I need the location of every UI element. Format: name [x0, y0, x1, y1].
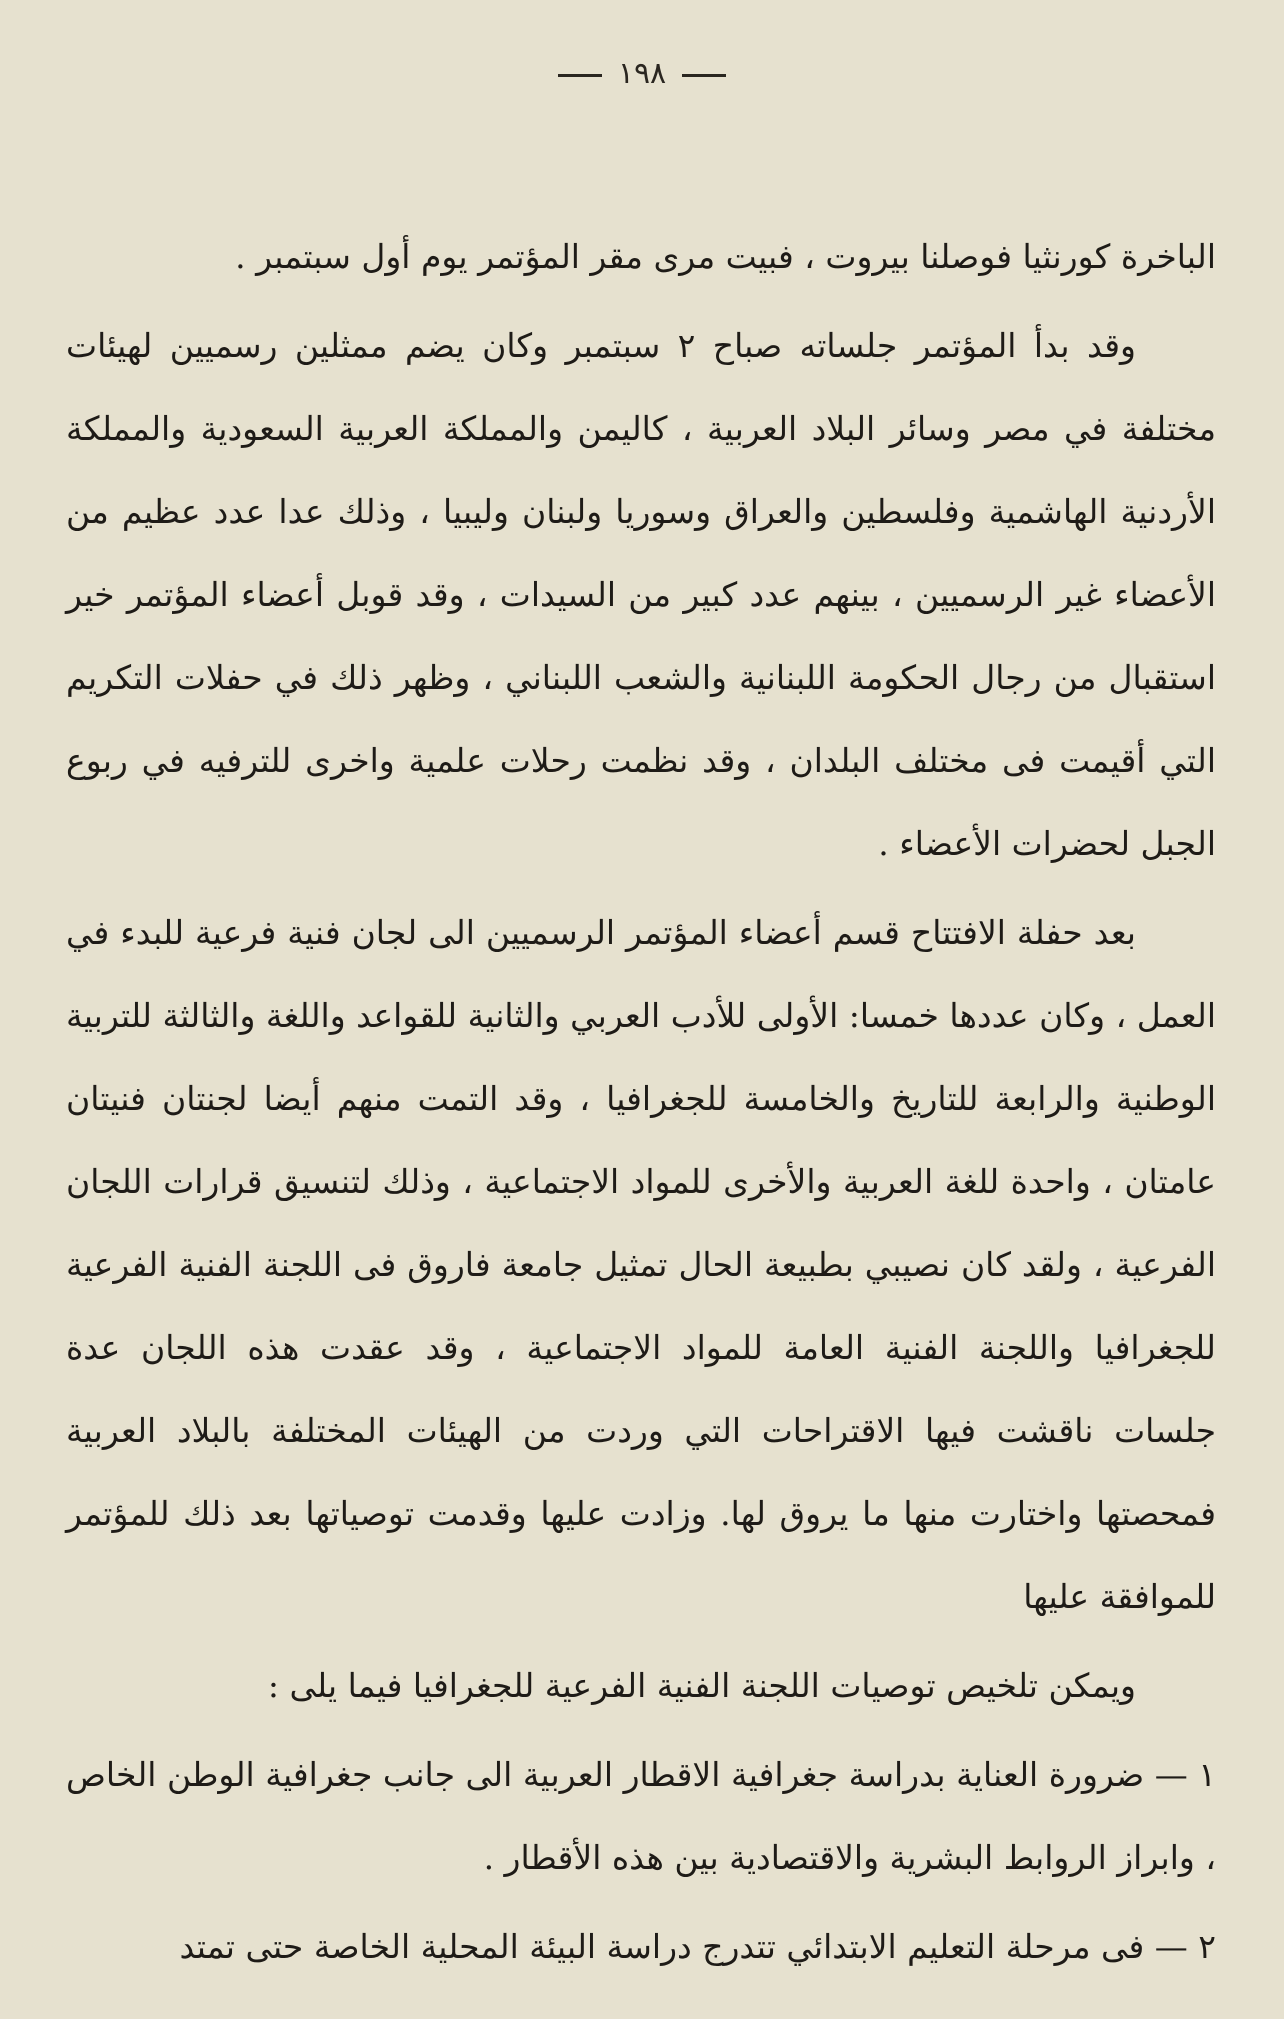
recommendation-item-1: ١ — ضرورة العناية بدراسة جغرافية الاقطار العربية الى جانب جغرافية الوطن الخاص ، وابراز الروابط البشرية والاقتصادية بين هذه الأقطار . — [66, 1755, 1216, 1877]
paragraph-conference-sessions: وقد بدأ المؤتمر جلساته صباح ٢ سبتمبر وكان يضم ممثلين رسميين لهيئات مختلفة في مصر وسائر البلاد العربية ، كاليمن والمملكة العربية السعودية والمملكة الأردنية الهاشمية وفلسطين والعراق وسوريا ولبنان وليبيا ، وذلك عدا عدد عظيم من الأعضاء غير الرسميين ، بينهم عدد كبير من السيدات ، وقد قوبل أعضاء المؤتمر خير استقبال من رجال الحكومة اللبنانية والشعب اللبناني ، وظهر ذلك في حفلات التكريم التي أقيمت فى مختلف البلدان ، وقد نظمت رحلات علمية واخرى للترفيه في ربوع الجبل لحضرات الأعضاء . — [66, 326, 1216, 863]
paragraph-committees: بعد حفلة الافتتاح قسم أعضاء المؤتمر الرسميين الى لجان فنية فرعية للبدء في العمل ، وكان عددها خمسا: الأولى للأدب العربي والثانية للقواعد واللغة والثالثة للتربية الوطنية والرابعة للتاريخ والخامسة للجغرافيا ، وقد التمت منهم أيضا لجنتان فنيتان عامتان ، واحدة للغة العربية والأخرى للمواد الاجتماعية ، وذلك لتنسيق قرارات اللجان الفرعية ، ولقد كان نصيبي بطبيعة الحال تمثيل جامعة فاروق فى اللجنة الفنية الفرعية للجغرافيا واللجنة الفنية العامة للمواد الاجتماعية ، وقد عقدت هذه اللجان عدة جلسات ناقشت فيها الاقتراحات التي وردت من الهيئات المختلفة بالبلاد العربية فمحصتها واختارت منها ما يروق لها. وزادت عليها وقدمت توصياتها بعد ذلك للمؤتمر للموافقة عليها — [66, 913, 1216, 1616]
page-number — [0, 56, 1284, 91]
page-number-dash-left — [558, 74, 602, 77]
page-body-text — [66, 215, 1216, 1994]
recommendation-item-2: ٢ — فى مرحلة التعليم الابتدائي تتدرج دراسة البيئة المحلية الخاصة حتى تمتد — [179, 1927, 1216, 1966]
paragraph-recommendations-intro: ويمكن تلخيص توصيات اللجنة الفنية الفرعية للجغرافيا فيما يلى : — [267, 1666, 1136, 1705]
page-number-dash-right — [682, 74, 726, 77]
paragraph-opening-line: الباخرة كورنثيا فوصلنا بيروت ، فبيت مرى مقر المؤتمر يوم أول سبتمبر . — [235, 237, 1216, 276]
page-number-text: ١٩٨ — [617, 56, 667, 91]
